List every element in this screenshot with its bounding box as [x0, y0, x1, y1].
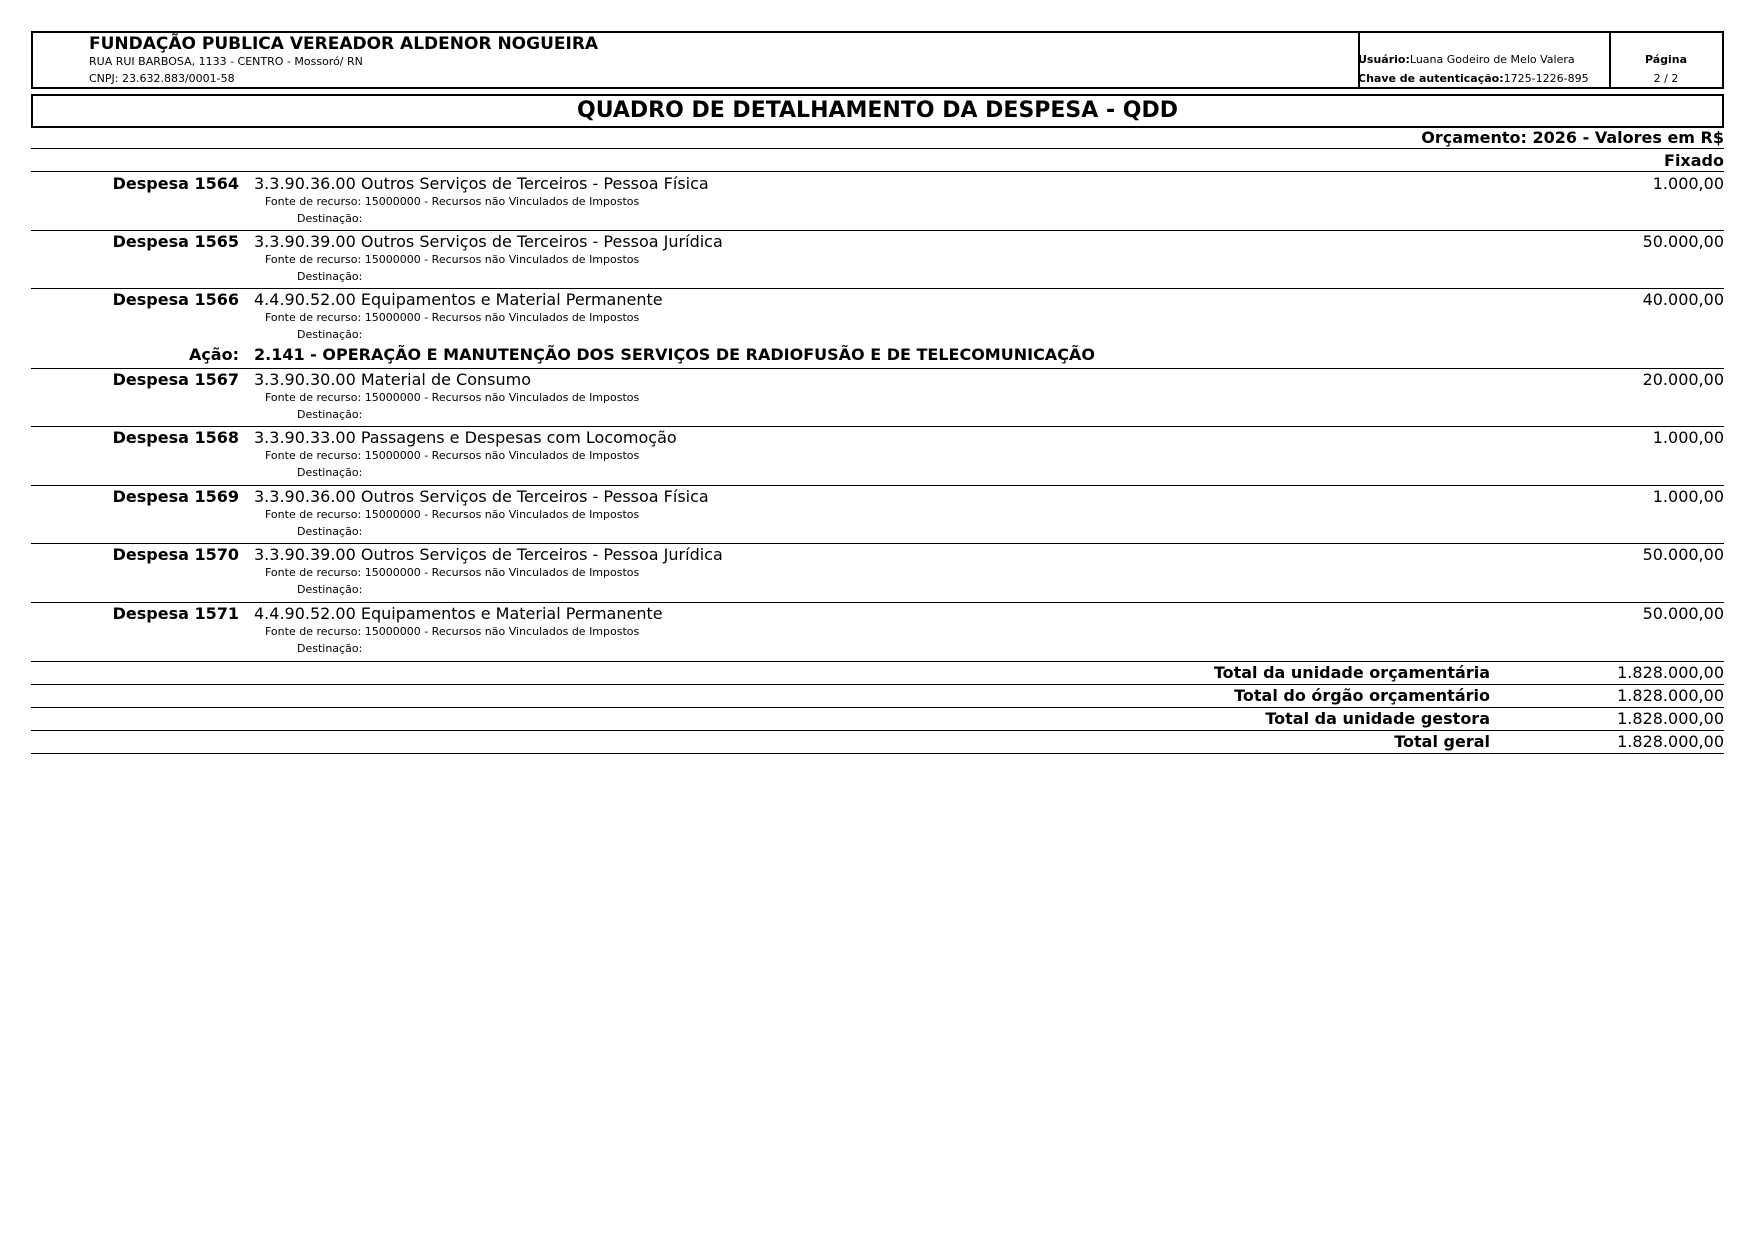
expense-value: 1.000,00: [1652, 428, 1724, 447]
expense-value: 50.000,00: [1642, 545, 1724, 564]
total-value: 1.828.000,00: [1617, 686, 1724, 705]
total-label: Total do órgão orçamentário: [1234, 686, 1490, 705]
report-title: QUADRO DE DETALHAMENTO DA DESPESA - QDD: [31, 94, 1724, 128]
expense-funding-source: Fonte de recurso: 15000000 - Recursos não Vinculados de Impostos: [265, 625, 640, 638]
auth-key-value: 1725-1226-895: [1503, 72, 1589, 85]
expense-description: 3.3.90.36.00 Outros Serviços de Terceiros - Pessoa Física: [254, 174, 709, 193]
expense-funding-source: Fonte de recurso: 15000000 - Recursos não Vinculados de Impostos: [265, 449, 640, 462]
auth-key-label: Chave de autenticação:: [1358, 72, 1504, 85]
total-value: 1.828.000,00: [1617, 663, 1724, 682]
expense-id: Despesa 1570: [112, 545, 239, 564]
expense-row: [31, 232, 1724, 290]
expense-destination: Destinação:: [297, 328, 363, 341]
user-info: [1358, 53, 1575, 66]
divider: [31, 684, 1724, 685]
expense-destination: Destinação:: [297, 642, 363, 655]
expense-funding-source: Fonte de recurso: 15000000 - Recursos não Vinculados de Impostos: [265, 391, 640, 404]
expense-row: [31, 370, 1724, 428]
divider: [31, 230, 1724, 231]
divider: [31, 368, 1724, 369]
divider: [31, 730, 1724, 731]
expense-destination: Destinação:: [297, 270, 363, 283]
total-row: [31, 709, 1724, 731]
divider: [31, 602, 1724, 603]
divider: [31, 543, 1724, 544]
user-label: Usuário:: [1358, 53, 1410, 66]
total-label: Total geral: [1394, 732, 1490, 751]
total-value: 1.828.000,00: [1617, 709, 1724, 728]
expense-id: Despesa 1564: [112, 174, 239, 193]
action-heading: [31, 345, 1724, 367]
page-number: 2 / 2: [1653, 72, 1679, 85]
expense-value: 50.000,00: [1642, 232, 1724, 251]
divider: [31, 485, 1724, 486]
divider: [31, 753, 1724, 754]
expense-id: Despesa 1567: [112, 370, 239, 389]
expense-value: 1.000,00: [1652, 487, 1724, 506]
expense-value: 50.000,00: [1642, 604, 1724, 623]
action-label: Ação:: [188, 345, 239, 364]
expense-destination: Destinação:: [297, 466, 363, 479]
divider: [31, 288, 1724, 289]
expense-funding-source: Fonte de recurso: 15000000 - Recursos não Vinculados de Impostos: [265, 195, 640, 208]
expense-description: 4.4.90.52.00 Equipamentos e Material Permanente: [254, 290, 663, 309]
expense-value: 20.000,00: [1642, 370, 1724, 389]
total-label: Total da unidade orçamentária: [1213, 663, 1490, 682]
expense-description: 3.3.90.39.00 Outros Serviços de Terceiros - Pessoa Jurídica: [254, 545, 723, 564]
action-text: 2.141 - OPERAÇÃO E MANUTENÇÃO DOS SERVIÇOS DE RADIOFUSÃO E DE TELECOMUNICAÇÃO: [254, 345, 1095, 364]
total-row: [31, 732, 1724, 754]
expense-description: 3.3.90.30.00 Material de Consumo: [254, 370, 531, 389]
expense-row: [31, 545, 1724, 603]
page-label: Página: [1644, 53, 1688, 66]
expense-description: 3.3.90.39.00 Outros Serviços de Terceiros - Pessoa Jurídica: [254, 232, 723, 251]
divider: [31, 661, 1724, 662]
divider: [31, 707, 1724, 708]
organization-address: RUA RUI BARBOSA, 1133 - CENTRO - Mossoró/ RN: [89, 55, 363, 68]
divider: [31, 171, 1724, 172]
expense-destination: Destinação:: [297, 583, 363, 596]
expense-funding-source: Fonte de recurso: 15000000 - Recursos não Vinculados de Impostos: [265, 566, 640, 579]
expense-destination: Destinação:: [297, 408, 363, 421]
expense-id: Despesa 1566: [112, 290, 239, 309]
expense-row: [31, 290, 1724, 348]
organization-name: FUNDAÇÃO PUBLICA VEREADOR ALDENOR NOGUEIRA: [89, 34, 599, 54]
expense-row: [31, 428, 1724, 486]
budget-year-label: Orçamento: 2026 - Valores em R$: [1421, 128, 1724, 147]
expense-description: 3.3.90.36.00 Outros Serviços de Terceiros - Pessoa Física: [254, 487, 709, 506]
expense-description: 4.4.90.52.00 Equipamentos e Material Permanente: [254, 604, 663, 623]
auth-key-info: [1358, 72, 1589, 85]
column-header-fixed: Fixado: [1664, 151, 1724, 170]
expense-destination: Destinação:: [297, 525, 363, 538]
expense-funding-source: Fonte de recurso: 15000000 - Recursos não Vinculados de Impostos: [265, 311, 640, 324]
expense-funding-source: Fonte de recurso: 15000000 - Recursos não Vinculados de Impostos: [265, 508, 640, 521]
expense-id: Despesa 1571: [112, 604, 239, 623]
expense-value: 1.000,00: [1652, 174, 1724, 193]
expense-id: Despesa 1565: [112, 232, 239, 251]
expense-row: [31, 604, 1724, 662]
expense-funding-source: Fonte de recurso: 15000000 - Recursos não Vinculados de Impostos: [265, 253, 640, 266]
divider: [31, 148, 1724, 149]
expense-id: Despesa 1568: [112, 428, 239, 447]
total-label: Total da unidade gestora: [1265, 709, 1490, 728]
expense-value: 40.000,00: [1642, 290, 1724, 309]
expense-row: [31, 487, 1724, 545]
total-row: [31, 686, 1724, 708]
organization-cnpj: CNPJ: 23.632.883/0001-58: [89, 72, 235, 85]
divider: [31, 426, 1724, 427]
expense-description: 3.3.90.33.00 Passagens e Despesas com Locomoção: [254, 428, 677, 447]
total-value: 1.828.000,00: [1617, 732, 1724, 751]
user-value: Luana Godeiro de Melo Valera: [1409, 53, 1575, 66]
expense-row: [31, 174, 1724, 232]
total-row: [31, 663, 1724, 685]
expense-id: Despesa 1569: [112, 487, 239, 506]
expense-destination: Destinação:: [297, 212, 363, 225]
